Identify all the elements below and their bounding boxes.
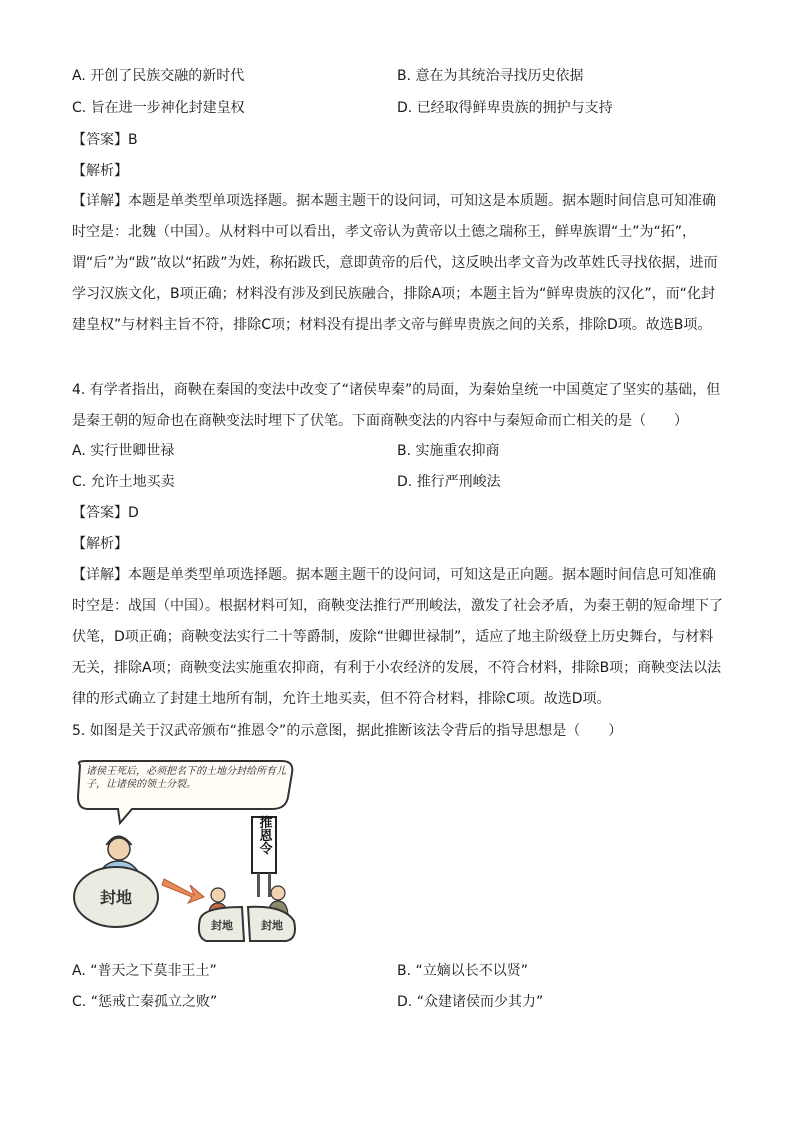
split-fief-left-label: 封地 [211,919,233,932]
arrow-icon [162,879,204,903]
option-key: A. [72,963,86,979]
option-text: “众建诸侯而少其力” [416,994,544,1010]
q4-analysis-label: 【解析】 [72,536,128,552]
q4-detail: 【详解】本题是单类型单项选择题。据本题主题干的设问词，可知这是正向题。据本题时间信息可知准确时空是：战国（中国）。根据材料可知，商鞅变法推行严刑峻法，激发了社会矛盾，为秦王朝的短命埋下了伏笔，D项正确；商鞅变法实行二十等爵制，废除“世卿世禄制”，适应了地主阶级登上历史舞台，与材料无关，排除A项；商鞅变法实施重农抑商，有利于小农经济的发展，不符合材料，排除B项；商鞅变法以法律的形式确立了封建土地所有制，允许土地买卖，但不符合材料，排除C项。故选D项。 [72,567,723,707]
decree-sign-text: 推恩令 [256,815,272,855]
option-text: 已经取得鲜卑贵族的拥护与支持 [416,100,613,116]
q3-analysis-label: 【解析】 [72,163,128,179]
q3-option-c [72,98,245,118]
q3-option-a [72,66,244,86]
option-key: C. [72,100,87,116]
q3-detail: 【详解】本题是单类型单项选择题。据本题主题干的设问词，可知这是本质题。据本题时间信息可知准确时空是：北魏（中国）。从材料中可以看出，孝文帝认为黄帝以土德之瑞称王，鲜卑族谓“土”为“拓”，谓“后”为“跋”故以“拓跋”为姓，称拓跋氏，意即黄帝的后代，这反映出孝文音为改革姓氏寻找依据，进而学习汉族文化，B项正确；材料没有涉及到民族融合，排除A项；本题主旨为“鲜卑贵族的汉化”，而“化封建皇权”与材料主旨不符，排除C项；材料没有提出孝文帝与鲜卑贵族之间的关系，排除D项。故选B项。 [72,193,718,333]
option-key: C. [72,994,87,1010]
option-text: 实施重农抑商 [415,443,500,459]
option-text: 实行世卿世禄 [90,443,175,459]
option-key: A. [72,443,86,459]
option-text: 开创了民族交融的新时代 [90,68,245,84]
large-fief-label: 封地 [99,888,133,907]
option-key: C. [72,474,87,490]
q3-option-b [397,66,584,86]
q4-option-a [72,441,174,461]
option-text: “惩戒亡秦孤立之败” [90,994,218,1010]
q4-stem: 4. 有学者指出，商鞅在秦国的变法中改变了“诸侯卑秦”的局面，为秦始皇统一中国奠定了坚实的基础，但是秦王朝的短命也在商鞅变法时埋下了伏笔。下面商鞅变法的内容中与秦短命而亡相关的是（ ） [72,382,721,429]
option-text: 推行严刑峻法 [416,474,501,490]
option-text: 允许土地买卖 [90,474,175,490]
option-text: “普天之下莫非王土” [90,963,217,979]
q4-option-d [397,472,501,492]
q5-option-a [72,961,217,981]
option-text: “立嫡以长不以贤” [415,963,529,979]
q5-stem: 5. 如图是关于汉武帝颁布“推恩令”的示意图，据此推断该法令背后的指导思想是（ ） [72,723,623,739]
q4-option-b [397,441,500,461]
bubble-text: 诸侯王死后，必须把名下的土地分封给所有儿子，让诸侯的领土分裂。 [86,766,286,790]
q3-answer: 【答案】B [72,132,138,148]
q5-option-d [397,992,543,1012]
option-key: D. [397,100,413,116]
option-key: D. [397,474,413,490]
q4-answer: 【答案】D [72,505,139,521]
option-text: 意在为其统治寻找历史依据 [415,68,584,84]
split-fief-right-label: 封地 [261,919,283,932]
tuienling-illustration [72,757,304,947]
option-key: B. [397,963,412,979]
option-text: 旨在进一步神化封建皇权 [90,100,245,116]
option-key: B. [397,443,412,459]
q5-option-c [72,992,217,1012]
q3-option-d [397,98,613,118]
q5-option-b [397,961,528,981]
option-key: D. [397,994,413,1010]
q4-option-c [72,472,175,492]
option-key: A. [72,68,86,84]
option-key: B. [397,68,412,84]
